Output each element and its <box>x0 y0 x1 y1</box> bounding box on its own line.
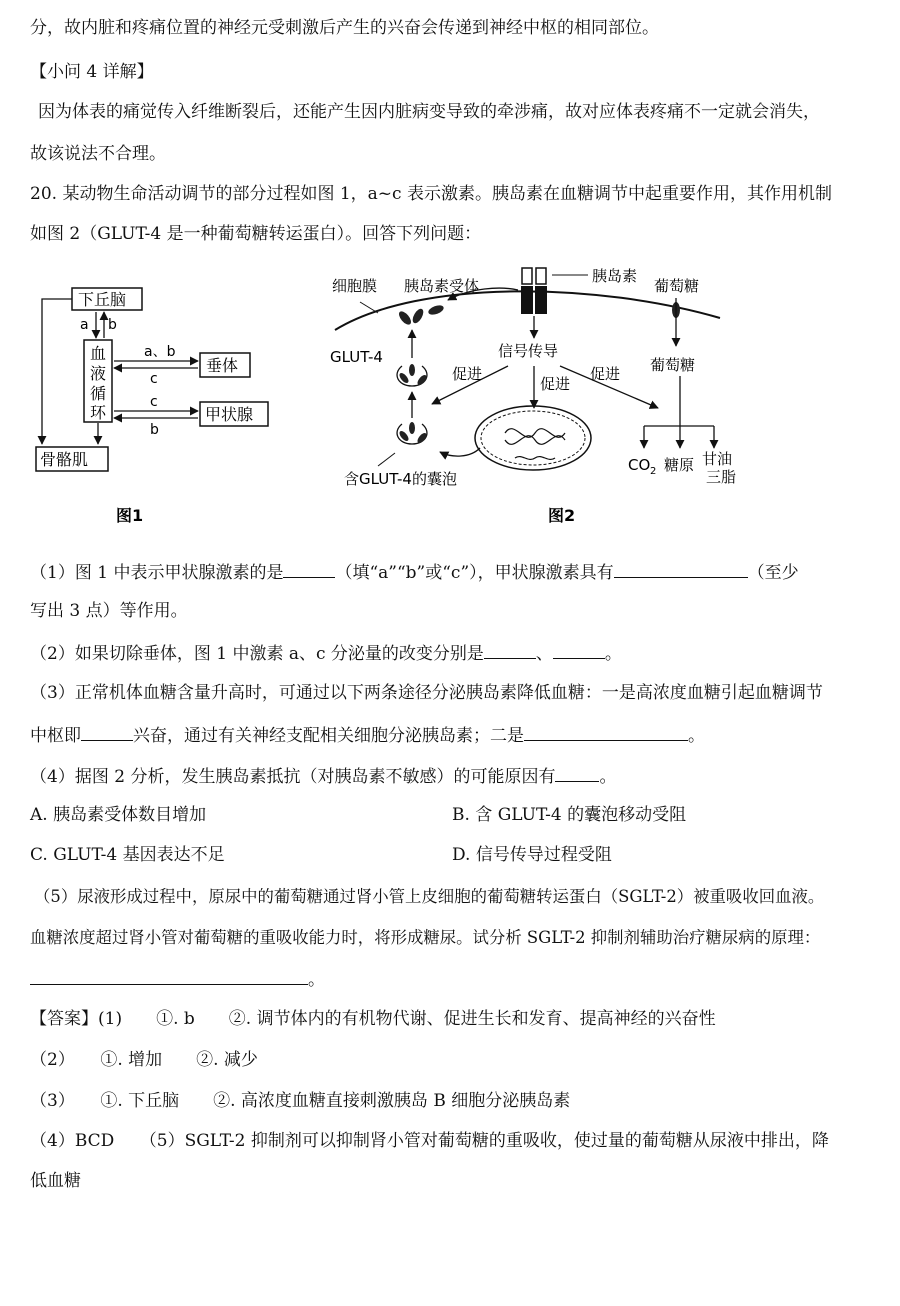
q4-blank[interactable] <box>555 763 599 782</box>
q3-text-2: 兴奋，通过有关神经支配相关细胞分泌胰岛素；二是 <box>133 726 524 746</box>
blood-char-3: 循 <box>90 384 107 403</box>
promote-mid-label: 促进 <box>540 375 571 393</box>
figure-area <box>0 258 900 538</box>
blood-char-4: 环 <box>90 403 107 422</box>
q4-option-c[interactable]: C. GLUT-4 基因表达不足 <box>30 845 225 865</box>
vesicle-label: 含GLUT-4的囊泡 <box>344 470 457 488</box>
q2-blank-2[interactable] <box>553 640 605 659</box>
q4-option-b[interactable]: B. 含 GLUT-4 的囊泡移动受阻 <box>452 805 687 825</box>
co2-label: CO <box>628 456 651 474</box>
q2-end: 。 <box>604 644 622 664</box>
vesicle-upper-icon <box>397 364 428 387</box>
q4-option-d[interactable]: D. 信号传导过程受阻 <box>452 845 612 865</box>
insulin-label: 胰岛素 <box>592 267 638 285</box>
thyroid-label: 甲状腺 <box>205 405 254 424</box>
q4-stem: （4）据图 2 分析，发生胰岛素抵抗（对胰岛素不敏感）的可能原因有 <box>30 767 556 787</box>
fig1-label-a: a <box>80 317 89 333</box>
nucleus-icon <box>475 406 591 470</box>
q2-text: （2）如果切除垂体，图 1 中激素 a、c 分泌量的改变分别是 <box>30 644 484 664</box>
figures-svg <box>0 258 900 538</box>
blood-char-1: 血 <box>90 344 107 363</box>
prev-subheading: 【小问 4 详解】 <box>30 62 154 82</box>
q2-line <box>30 640 622 666</box>
q4-end: 。 <box>599 767 617 787</box>
blood-char-2: 液 <box>90 364 107 383</box>
glucose-inside-label: 葡萄糖 <box>650 356 696 374</box>
q3-line-1: （3）正常机体血糖含量升高时，可通过以下两条途径分泌胰岛素降低血糖：一是高浓度血糖引起血糖调节 <box>30 683 823 703</box>
hypothalamus-label: 下丘脑 <box>78 290 127 309</box>
skeletal-muscle-label: 骨骼肌 <box>40 450 89 469</box>
q4-stem-line <box>30 763 616 789</box>
q4-option-a[interactable]: A. 胰岛素受体数目增加 <box>30 805 207 825</box>
q3-text-1: 中枢即 <box>30 726 81 746</box>
q1-text-3: （至少 <box>747 563 799 583</box>
q5-line-1: （5）尿液形成过程中，原尿中的葡萄糖通过肾小管上皮细胞的葡萄糖转运蛋白（SGLT-2）被重吸收回血液。 <box>34 887 825 906</box>
q1-blank-2[interactable] <box>614 559 748 578</box>
fig1-label-b: b <box>108 317 117 333</box>
glucose-top-label: 葡萄糖 <box>654 277 700 295</box>
q1-text-2: （填“a”“b”或“c”），甲状腺激素具有 <box>335 563 614 583</box>
answer-line-3: （3） ①. 下丘脑 ②. 高浓度血糖直接刺激胰岛 B 细胞分泌胰岛素 <box>30 1091 571 1111</box>
vesicle-lower-icon <box>397 422 428 445</box>
answer-line-1: 【答案】(1) ①. b ②. 调节体内的有机物代谢、促进生长和发育、提高神经的兴奋性 <box>30 1009 716 1029</box>
q5-line-2: 血糖浓度超过肾小管对葡萄糖的重吸收能力时，将形成糖尿。试分析 SGLT-2 抑制剂辅助治疗糖尿病的原理： <box>30 928 821 947</box>
prev-text-line-2: 因为体表的痛觉传入纤维断裂后，还能产生因内脏病变导致的牵涉痛，故对应体表疼痛不一定就会消失， <box>38 102 820 122</box>
q5-end: 。 <box>308 970 325 990</box>
figure-1 <box>36 288 268 525</box>
prev-text-line-1: 分，故内脏和疼痛位置的神经元受刺激后产生的兴奋会传递到神经中枢的相同部位。 <box>30 18 659 38</box>
prev-text-line-3: 故该说法不合理。 <box>30 144 166 164</box>
triglyceride-label: 三脂 <box>706 468 737 486</box>
answer-line-2: （2） ①. 增加 ②. 减少 <box>30 1050 258 1070</box>
question-stem-line-1: 20. 某动物生命活动调节的部分过程如图 1，a~c 表示激素。胰岛素在血糖调节中起重要作用，其作用机制 <box>30 184 832 204</box>
fig1-label-b-bottom: b <box>150 422 159 438</box>
co2-subscript: 2 <box>650 466 657 477</box>
figure-2 <box>330 267 736 525</box>
glycerol-label: 甘油 <box>702 450 733 468</box>
q1-line-2: 写出 3 点）等作用。 <box>30 601 188 621</box>
q3-end: 。 <box>688 726 705 746</box>
fig1-label-ab: a、b <box>144 344 176 360</box>
glut4-label: GLUT-4 <box>330 348 383 366</box>
membrane-label: 细胞膜 <box>332 277 378 295</box>
receptor-label: 胰岛素受体 <box>404 277 480 295</box>
fig1-label-c-bottom: c <box>150 394 158 410</box>
signal-label: 信号传导 <box>498 342 559 360</box>
q3-blank-2[interactable] <box>524 722 688 741</box>
promote-right-label: 促进 <box>590 365 621 383</box>
q1-text-1: （1）图 1 中表示甲状腺激素的是 <box>30 563 284 583</box>
q1-blank-1[interactable] <box>283 559 335 578</box>
q1-line-1 <box>30 559 799 585</box>
figure-2-caption: 图2 <box>548 506 576 525</box>
q5-blank[interactable] <box>30 966 308 985</box>
answer-line-4: （4）BCD （5）SGLT-2 抑制剂可以抑制肾小管对葡萄糖的重吸收，使过量的葡萄糖从尿液中排出，降 <box>30 1131 829 1151</box>
q2-sep: 、 <box>535 644 553 664</box>
pituitary-label: 垂体 <box>206 356 239 375</box>
q5-line-3 <box>30 966 325 992</box>
q3-line-2 <box>30 722 705 748</box>
q3-blank-1[interactable] <box>81 722 133 741</box>
glycogen-label: 糖原 <box>664 456 695 474</box>
promote-left-label: 促进 <box>452 365 483 383</box>
figure-1-caption: 图1 <box>116 506 144 525</box>
glut4-membrane-icon <box>397 304 445 327</box>
fig1-label-c-top: c <box>150 371 158 387</box>
question-stem-line-2: 如图 2（GLUT-4 是一种葡萄糖转运蛋白）。回答下列问题： <box>30 224 482 244</box>
q2-blank-1[interactable] <box>484 640 536 659</box>
answer-line-5: 低血糖 <box>30 1171 81 1191</box>
